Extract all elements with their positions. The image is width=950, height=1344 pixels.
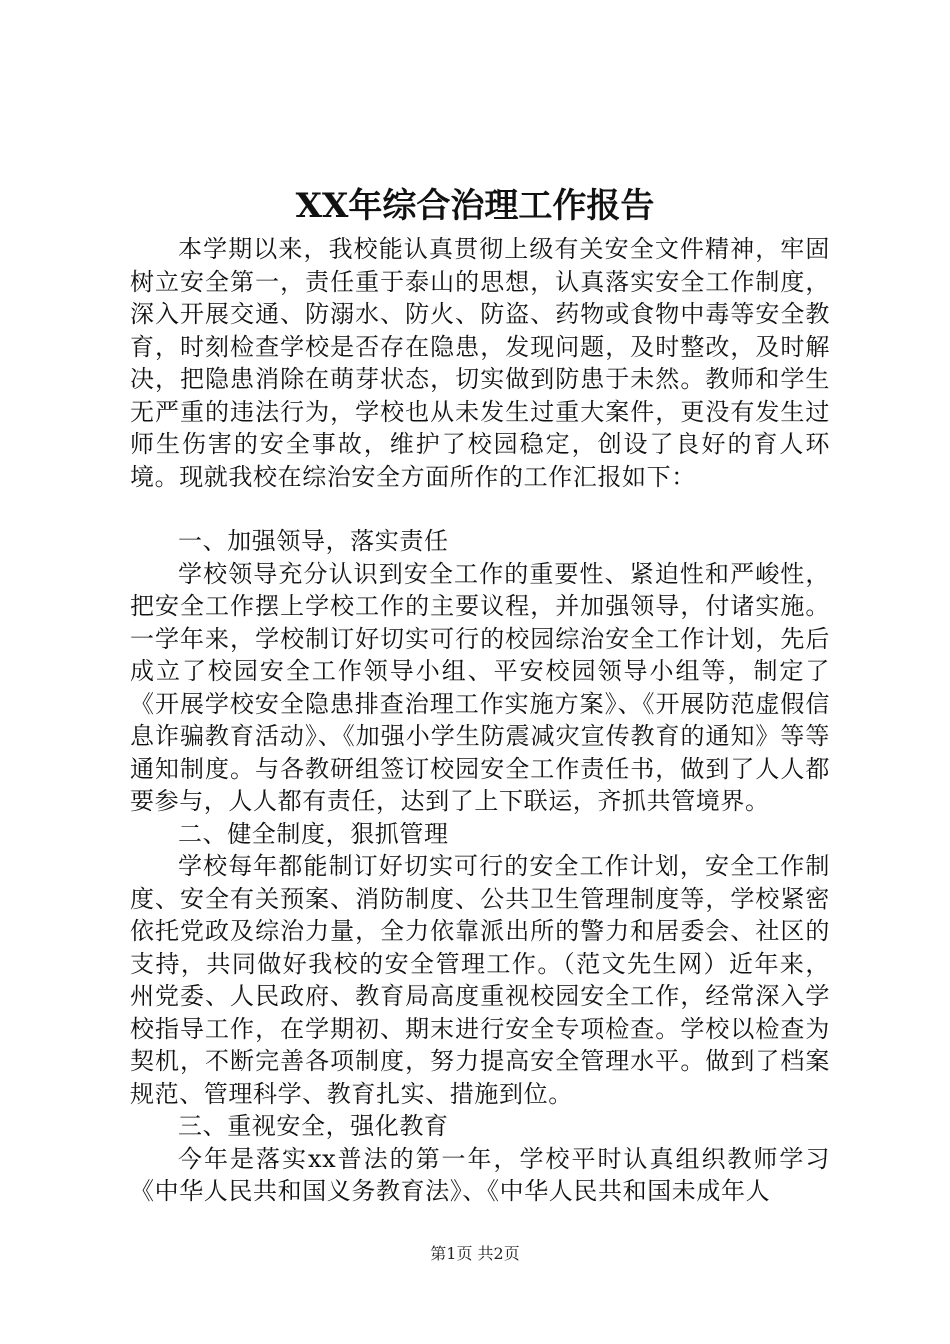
document-body — [130, 233, 830, 1208]
section-heading-3: 三、重视安全，强化教育 — [178, 1112, 449, 1140]
section-heading-1: 一、加强领导，落实责任 — [178, 527, 449, 555]
section-body-2: 学校每年都能制订好切实可行的安全工作计划，安全工作制度、安全有关预案、消防制度、公共卫生管理制度等，学校紧密依托党政及综治力量，全力依靠派出所的警力和居委会、社区的支持，共同做好我校的安全管理工作。（范文先生网）近年来，州党委、人民政府、教育局高度重视校园安全工作，经常深入学校指导工作，在学期初、期末进行安全专项检查。学校以检查为契机，不断完善各项制度，努力提高安全管理水平。做到了档案规范、管理科学、教育扎实、措施到位。 — [130, 852, 830, 1108]
section-body-3: 今年是落实xx普法的第一年，学校平时认真组织教师学习《中华人民共和国义务教育法》、《中华人民共和国未成年人 — [130, 1144, 830, 1205]
section-body-1: 学校领导充分认识到安全工作的重要性、紧迫性和严峻性，把安全工作摆上学校工作的主要议程，并加强领导，付诸实施。一学年来，学校制订好切实可行的校园综治安全工作计划，先后成立了校园安全工作领导小组、平安校园领导小组等，制定了《开展学校安全隐患排查治理工作实施方案》、《开展防范虚假信息诈骗教育活动》、《加强小学生防震减灾宣传教育的通知》等等通知制度。与各教研组签订校园安全工作责任书，做到了人人都要参与，人人都有责任，达到了上下联运，齐抓共管境界。 — [130, 559, 830, 815]
page-number-footer: 第1页 共2页 — [430, 1244, 520, 1263]
intro-paragraph: 本学期以来，我校能认真贯彻上级有关安全文件精神，牢固树立安全第一，责任重于泰山的思想，认真落实安全工作制度，深入开展交通、防溺水、防火、防盗、药物或食物中毒等安全教育，时刻检查学校是否存在隐患，发现问题，及时整改，及时解决，把隐患消除在萌芽状态，切实做到防患于未然。教师和学生无严重的违法行为，学校也从未发生过重大案件，更没有发生过师生伤害的安全事故，维护了校园稳定，创设了良好的育人环境。现就我校在综治安全方面所作的工作汇报如下： — [130, 235, 830, 491]
document-title: XX年综合治理工作报告 — [295, 186, 655, 226]
section-heading-2: 二、健全制度，狠抓管理 — [178, 819, 449, 848]
